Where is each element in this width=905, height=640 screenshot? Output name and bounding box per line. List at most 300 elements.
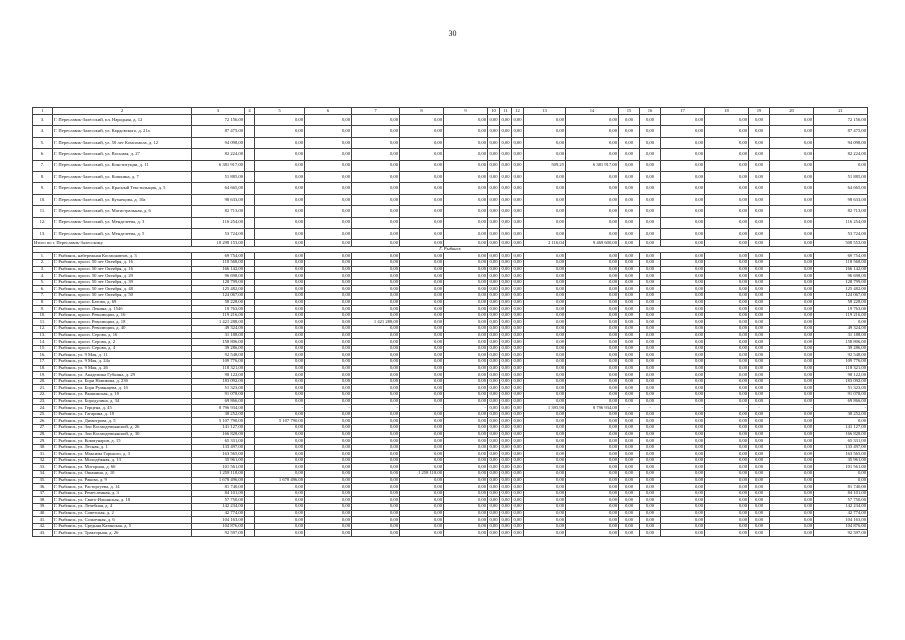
value-cell: 0,00 (305, 464, 352, 471)
total-cost-cell: 166 142,00 (192, 266, 245, 273)
value-cell: 0,00 (770, 464, 814, 471)
value-cell: 0,00 (501, 477, 510, 483)
value-cell: 0,00 (444, 253, 488, 260)
value-cell: 0,00 (524, 477, 566, 484)
value-cell: 0,00 (305, 137, 352, 148)
value-cell: 0,00 (661, 126, 705, 137)
value-cell: 0,00 (566, 137, 619, 148)
value-cell: 0,00 (749, 424, 770, 431)
value-cell: 0,00 (749, 352, 770, 359)
address-cell: Г. Рыбинск, просп. 50 лет Октября, д. 48 (53, 286, 192, 293)
value-cell: 0,00 (305, 517, 352, 524)
address-cell: Г. Рыбинск, ул. Ракова, д. 9 (53, 477, 192, 484)
empty-cell (245, 358, 255, 365)
value-cell: 0,00 (352, 438, 400, 445)
value-cell: 0,00 (400, 312, 444, 319)
value-cell: 0,00 (400, 352, 444, 359)
value-cell: 0,00 (305, 126, 352, 137)
value-cell: 0,00 (444, 504, 488, 511)
value-cell: 0,00 (566, 391, 619, 398)
total-cost-cell: 163 565,00 (192, 451, 245, 458)
value-cell: 0,00 (705, 194, 749, 205)
value-cell: 0,00 (305, 286, 352, 293)
empty-cell (245, 510, 255, 517)
value-cell: 0,00 (661, 326, 705, 333)
value-cell: 0,00 (749, 206, 770, 217)
value-cell: 0,00 (444, 523, 488, 530)
value-cell: 0,00 (619, 471, 640, 478)
row-number-cell: 9. (33, 306, 53, 313)
value-cell: 0,00 (255, 471, 305, 478)
value-cell: 0,00 (619, 510, 640, 517)
value-cell: 0,00 (619, 398, 640, 405)
value-cell: 0,00 (705, 418, 749, 425)
value-cell: 0,00 (400, 286, 444, 293)
value-cell: 0,00 (400, 438, 444, 445)
total-cost-cell: 1 258 118,00 (192, 471, 245, 478)
value-cell: 133 497,00 (814, 444, 868, 451)
empty-cell (245, 171, 255, 182)
value-cell: 0,00 (524, 523, 566, 530)
value-cell: 0,00 (500, 126, 512, 137)
value-cell: 0,00 (524, 345, 566, 352)
page-number: 30 (448, 29, 457, 38)
value-cell: 0,00 (305, 471, 352, 478)
value-cell: 0,00 (770, 160, 814, 171)
value-cell: - (352, 405, 400, 412)
empty-cell (245, 391, 255, 398)
value-cell: 0,00 (619, 451, 640, 458)
value-cell: 1 678 496,00 (255, 477, 305, 484)
value-cell: 0,00 (770, 253, 814, 260)
value-cell: 0,00 (524, 391, 566, 398)
value-cell: 0,00 (770, 319, 814, 326)
value-cell: 0,00 (400, 160, 444, 171)
value-cell: 0,00 (501, 523, 510, 529)
value-cell: 0,00 (489, 371, 498, 377)
value-cell: 0,00 (524, 378, 566, 385)
value-cell: 0,00 (400, 358, 444, 365)
empty-cell (245, 484, 255, 491)
address-cell: Г. Рыбинск, ул. Солнечная, д. 6 (53, 517, 192, 524)
value-cell: 0,00 (352, 451, 400, 458)
value-cell: 0,00 (770, 451, 814, 458)
value-cell: 0,00 (705, 126, 749, 137)
total-cost-cell: 72 156,00 (192, 115, 245, 126)
total-cost-cell: 31 188,00 (192, 332, 245, 339)
address-cell: Г. Переславль-Залесский, ул. Кошкина, д. 7 (53, 171, 192, 182)
table-row (33, 457, 868, 464)
value-cell: 0,00 (524, 352, 566, 359)
address-cell: Г. Рыбинск, просп. 50 лет Октября, д. 29 (53, 273, 192, 280)
value-cell: 0,00 (770, 438, 814, 445)
value-cell: 0,00 (661, 286, 705, 293)
value-cell: 0,00 (661, 530, 705, 537)
value-cell: 0,00 (513, 477, 522, 483)
value-cell: 0,00 (489, 490, 498, 496)
value-cell: 0,00 (640, 523, 661, 530)
address-cell: Г. Рыбинск, ул. Герцена, д. 45 (53, 405, 192, 412)
value-cell: 0,00 (661, 149, 705, 160)
value-cell: 0,00 (566, 378, 619, 385)
value-cell: 0,00 (749, 194, 770, 205)
value-cell: 0,00 (305, 194, 352, 205)
value-cell: 0,00 (352, 326, 400, 333)
value-cell: 0,00 (400, 194, 444, 205)
value-cell: 0,00 (661, 438, 705, 445)
value-cell: 0,00 (352, 299, 400, 306)
address-cell: Г. Рыбинск, просп. 50 лет Октября, д. 16 (53, 260, 192, 267)
value-cell: 0,00 (489, 523, 498, 529)
value-cell: 0,00 (489, 510, 498, 516)
value-cell: 0,00 (489, 312, 498, 318)
total-cost-cell: 19 763,00 (192, 306, 245, 313)
value-cell: 87 475,00 (814, 126, 868, 137)
value-cell: 0,00 (352, 115, 400, 126)
value-cell: 0,00 (749, 365, 770, 372)
empty-cell (245, 115, 255, 126)
value-cell: 0,00 (352, 217, 400, 228)
value-cell: 0,00 (500, 183, 512, 194)
table-row (33, 253, 868, 260)
value-cell: 0,00 (705, 372, 749, 379)
address-cell: Г. Рыбинск, просп. Революции, д. 40 (53, 326, 192, 333)
column-number-cell: 7 (352, 108, 400, 115)
value-cell: 0,00 (444, 115, 488, 126)
value-cell: 0,00 (513, 378, 522, 384)
value-cell: 0,00 (501, 371, 510, 377)
total-cost-cell: 57 750,00 (192, 497, 245, 504)
value-cell: 0,00 (501, 358, 510, 364)
value-cell: 0,00 (444, 471, 488, 478)
address-cell: Г. Рыбинск, просп. Серова, д. 4 (53, 345, 192, 352)
value-cell: 0,00 (705, 137, 749, 148)
row-number-cell: 4. (33, 126, 53, 137)
value-cell: 1 395,90 (524, 405, 566, 412)
value-cell: 84 101,00 (814, 490, 868, 497)
value-cell: 0,00 (661, 471, 705, 478)
value-cell: 166 142,00 (814, 266, 868, 273)
address-cell: Г. Рыбинск, ул. Бородулина, д. 34 (53, 398, 192, 405)
column-number-cell: 6 (305, 108, 352, 115)
value-cell: 0,00 (705, 438, 749, 445)
value-cell: 0,00 (566, 352, 619, 359)
value-cell: 0,00 (489, 305, 498, 311)
value-cell: 81 740,00 (814, 484, 868, 491)
total-cost-cell: 109 776,00 (192, 358, 245, 365)
value-cell: 0,00 (305, 266, 352, 273)
value-cell: 0,00 (566, 279, 619, 286)
address-cell: Г. Рыбинск, ул. 9 Мая, д. 26 (53, 365, 192, 372)
value-cell: 0,00 (619, 352, 640, 359)
address-cell: Г. Рыбинск, ул. Ремесленная, д. 3 (53, 490, 192, 497)
row-number-cell: 1. (33, 253, 53, 260)
value-cell: 0,00 (566, 398, 619, 405)
row-number-cell: 11. (33, 319, 53, 326)
value-cell: 0,00 (705, 517, 749, 524)
value-cell: 0,00 (566, 424, 619, 431)
value-cell: 0,00 (255, 398, 305, 405)
value-cell: 0,00 (619, 206, 640, 217)
value-cell: 0,00 (749, 457, 770, 464)
value-cell: 0,00 (566, 484, 619, 491)
value-cell: 0,00 (352, 171, 400, 182)
value-cell: 0,00 (305, 319, 352, 326)
value-cell: 0,00 (501, 437, 510, 443)
address-cell: Г. Рыбинск, набережная Космонавтов, д. 3 (53, 253, 192, 260)
value-cell: - (749, 405, 770, 412)
value-cell: 0,00 (814, 418, 868, 425)
value-cell: 0,00 (661, 358, 705, 365)
row-number-cell: 29. (33, 438, 53, 445)
value-cell: 0,00 (770, 115, 814, 126)
value-cell: 0,00 (305, 279, 352, 286)
value-cell: 0,00 (770, 398, 814, 405)
value-cell: 0,00 (524, 398, 566, 405)
address-cell: Г. Рыбинск, ул. Академика Губкина, д. 29 (53, 372, 192, 379)
value-cell: 0,00 (400, 451, 444, 458)
value-cell: 0,00 (566, 358, 619, 365)
total-value-cell: 0,00 (352, 240, 400, 247)
table-row (33, 266, 868, 273)
address-cell: Г. Рыбинск, просп. 50 лет Октября, д. 39 (53, 279, 192, 286)
table-row (33, 451, 868, 458)
value-cell: 0,00 (619, 183, 640, 194)
row-number-cell: 13. (33, 228, 53, 239)
table-row (33, 424, 868, 431)
table-row (33, 497, 868, 504)
value-cell: 0,00 (305, 365, 352, 372)
value-cell: 0,00 (255, 431, 305, 438)
value-cell: 0,00 (501, 345, 510, 351)
total-value-cell: 0,00 (640, 240, 661, 247)
value-cell: 0,00 (352, 352, 400, 359)
value-cell: 0,00 (770, 477, 814, 484)
table-row (33, 398, 868, 405)
table-row (33, 312, 868, 319)
value-cell: 0,00 (661, 457, 705, 464)
value-cell: 0,00 (524, 385, 566, 392)
row-number-cell: 6. (33, 286, 53, 293)
value-cell: 0,00 (501, 299, 510, 305)
value-cell: 0,00 (501, 516, 510, 522)
value-cell: 0,00 (566, 504, 619, 511)
value-cell: 0,00 (444, 497, 488, 504)
value-cell: 0,00 (705, 457, 749, 464)
value-cell: 0,00 (749, 490, 770, 497)
value-cell: 0,00 (640, 471, 661, 478)
value-cell: 0,00 (513, 345, 522, 351)
value-cell: 0,00 (524, 217, 566, 228)
value-cell: 0,00 (566, 365, 619, 372)
table-row (33, 183, 868, 194)
value-cell: 0,00 (305, 530, 352, 537)
value-cell: 0,00 (400, 365, 444, 372)
value-cell: 0,00 (619, 115, 640, 126)
value-cell: 42 774,00 (814, 510, 868, 517)
value-cell: 0,00 (566, 253, 619, 260)
empty-cell (245, 286, 255, 293)
value-cell: 0,00 (305, 497, 352, 504)
total-value-cell: 0,00 (489, 239, 498, 245)
value-cell: 0,00 (305, 253, 352, 260)
row-number-cell: 34. (33, 471, 53, 478)
total-value-cell: 0,00 (444, 240, 488, 247)
column-number-cell: 10 (488, 108, 500, 115)
value-cell: 0,00 (619, 464, 640, 471)
value-cell: 0,00 (705, 490, 749, 497)
value-cell: 125 482,00 (814, 286, 868, 293)
empty-cell (245, 378, 255, 385)
value-cell: 0,00 (705, 326, 749, 333)
empty-cell (245, 266, 255, 273)
value-cell: 0,00 (640, 339, 661, 346)
address-cell: Г. Рыбинск, ул. Зои Космодемьянской, д. 26 (53, 424, 192, 431)
address-cell: Г. Рыбинск, ул. Бори Румянцева, д. 1б (53, 385, 192, 392)
value-cell: 0,00 (489, 404, 498, 410)
value-cell: 0,00 (352, 444, 400, 451)
value-cell: 0,00 (661, 418, 705, 425)
value-cell: 0,00 (749, 504, 770, 511)
value-cell: 0,00 (488, 183, 500, 194)
value-cell: 0,00 (749, 451, 770, 458)
value-cell: 0,00 (661, 160, 705, 171)
value-cell: 0,00 (255, 306, 305, 313)
value-cell: 0,00 (305, 183, 352, 194)
value-cell: 0,00 (444, 126, 488, 137)
value-cell: 0,00 (352, 228, 400, 239)
row-number-cell: 6. (33, 149, 53, 160)
empty-cell (245, 444, 255, 451)
value-cell: 183 092,00 (814, 378, 868, 385)
value-cell: 0,00 (305, 510, 352, 517)
row-number-cell: 4. (33, 273, 53, 280)
value-cell: 0,00 (619, 228, 640, 239)
value-cell: 0,00 (352, 266, 400, 273)
value-cell: 0,00 (352, 385, 400, 392)
address-cell: Г. Переславль-Залесский, ул. Конституции, д. 11 (53, 160, 192, 171)
value-cell: 0,00 (705, 477, 749, 484)
value-cell: 0,00 (400, 504, 444, 511)
value-cell: 0,00 (749, 306, 770, 313)
value-cell: 0,00 (512, 206, 524, 217)
value-cell: 0,00 (749, 286, 770, 293)
value-cell: 0,00 (489, 285, 498, 291)
value-cell: 0,00 (524, 504, 566, 511)
value-cell: 0,00 (619, 477, 640, 484)
value-cell: 0,00 (400, 260, 444, 267)
address-cell: Г. Рыбинск, ул. Ошанина, д. 10 (53, 471, 192, 478)
value-cell: 0,00 (444, 319, 488, 326)
value-cell: 0,00 (524, 365, 566, 372)
value-cell: 0,00 (255, 352, 305, 359)
value-cell: 0,00 (352, 418, 400, 425)
value-cell: 0,00 (619, 444, 640, 451)
value-cell: 0,00 (255, 228, 305, 239)
value-cell: 0,00 (566, 411, 619, 418)
value-cell: 0,00 (352, 457, 400, 464)
value-cell: 0,00 (661, 497, 705, 504)
value-cell: 0,00 (444, 484, 488, 491)
value-cell: 0,00 (489, 457, 498, 463)
column-number-cell: 13 (524, 108, 566, 115)
value-cell: 0,00 (566, 286, 619, 293)
value-cell: 0,00 (255, 293, 305, 300)
value-cell: 0,00 (501, 510, 510, 516)
value-cell: 0,00 (749, 183, 770, 194)
empty-cell (245, 260, 255, 267)
empty-cell (245, 530, 255, 537)
address-cell: Г. Рыбинск, просп. 50 лет Октября, д. 50 (53, 293, 192, 300)
value-cell: 0,00 (400, 517, 444, 524)
value-cell: 0,00 (513, 259, 522, 265)
empty-cell (245, 424, 255, 431)
value-cell: 0,00 (255, 372, 305, 379)
row-number-cell: 23. (33, 398, 53, 405)
row-number-cell: 33. (33, 464, 53, 471)
value-cell: 0,00 (501, 391, 510, 397)
empty-cell (245, 477, 255, 484)
value-cell: 0,00 (352, 464, 400, 471)
value-cell: 0,00 (444, 352, 488, 359)
value-cell: 0,00 (566, 523, 619, 530)
value-cell: 0,00 (305, 312, 352, 319)
value-cell: 0,00 (770, 266, 814, 273)
value-cell: 118 568,00 (814, 260, 868, 267)
value-cell: 0,00 (513, 516, 522, 522)
table-row (33, 411, 868, 418)
value-cell: 0,00 (524, 137, 566, 148)
row-number-cell: 13. (33, 332, 53, 339)
value-cell: 0,00 (749, 398, 770, 405)
value-cell: 0,00 (640, 217, 661, 228)
value-cell: 0,00 (400, 497, 444, 504)
value-cell: 0,00 (566, 471, 619, 478)
value-cell: 0,00 (749, 431, 770, 438)
value-cell: 0,00 (444, 378, 488, 385)
value-cell: 0,00 (400, 171, 444, 182)
value-cell: 0,00 (566, 319, 619, 326)
value-cell: 0,00 (749, 217, 770, 228)
total-cost-cell: 183 092,00 (192, 378, 245, 385)
empty-cell (245, 240, 255, 247)
table-row (33, 431, 868, 438)
value-cell: 0,00 (770, 418, 814, 425)
table-row (33, 385, 868, 392)
value-cell: 0,00 (400, 378, 444, 385)
value-cell: 0,00 (489, 529, 498, 535)
value-cell: 0,00 (524, 319, 566, 326)
value-cell: 0,00 (501, 384, 510, 390)
value-cell: 0,00 (400, 293, 444, 300)
value-cell: 0,00 (352, 365, 400, 372)
value-cell: 0,00 (489, 365, 498, 370)
value-cell: 0,00 (444, 326, 488, 333)
table-row (33, 345, 868, 352)
value-cell: 0,00 (619, 332, 640, 339)
value-cell: 0,00 (255, 484, 305, 491)
value-cell: 0,00 (749, 418, 770, 425)
value-cell: 0,00 (640, 160, 661, 171)
value-cell: 0,00 (400, 510, 444, 517)
value-cell: 0,00 (524, 293, 566, 300)
value-cell: 0,00 (661, 451, 705, 458)
column-number-cell: 9 (444, 108, 488, 115)
value-cell: 0,00 (255, 339, 305, 346)
value-cell: 0,00 (513, 325, 522, 331)
column-number-cell: 3 (192, 108, 245, 115)
address-cell: Г. Переславль-Залесский, ул. Магистральная, д. 6 (53, 206, 192, 217)
